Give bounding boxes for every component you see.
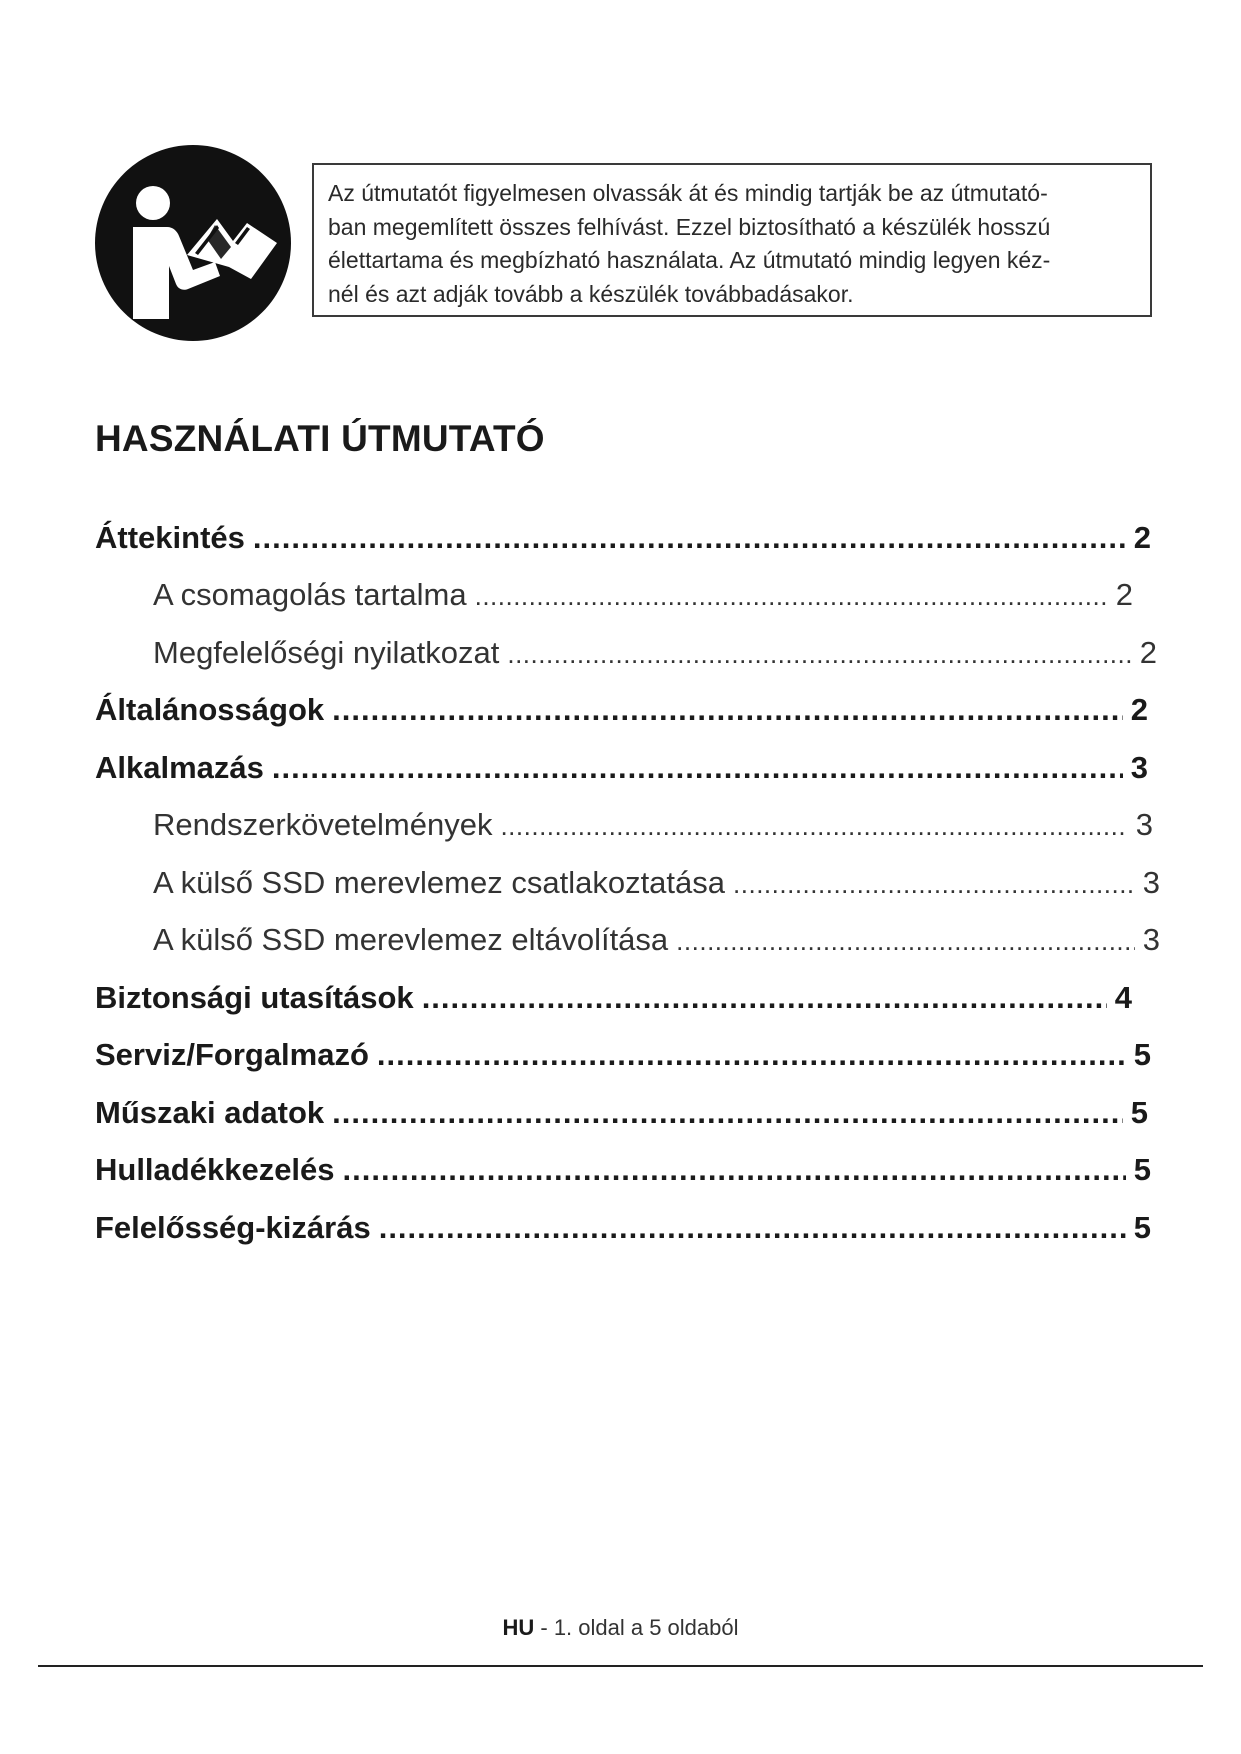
toc-leader-dots	[500, 811, 1127, 842]
toc-entry-title: A külső SSD merevlemez csatlakoztatása	[153, 865, 726, 900]
toc-entry-title: Felelősség-kizárás	[95, 1210, 371, 1245]
toc-leader-dots	[507, 639, 1131, 670]
notice-line: élettartama és megbízható használata. Az útmutató mindig legyen kéz-	[328, 247, 1051, 273]
toc-entry[interactable]	[153, 577, 1133, 625]
toc-entry[interactable]	[95, 1037, 1151, 1085]
toc-entry-title: Általánosságok	[95, 692, 325, 727]
toc-entry-title: A csomagolás tartalma	[153, 577, 467, 612]
toc-entry-title: Áttekintés	[95, 520, 245, 555]
toc-entry[interactable]	[95, 1152, 1151, 1200]
footer-language: HU	[502, 1615, 535, 1640]
toc-entry[interactable]	[153, 922, 1160, 970]
toc-entry-page: 3	[1142, 865, 1160, 900]
toc-entry-page: 5	[1133, 1037, 1151, 1072]
toc-leader-dots	[377, 1037, 1126, 1073]
toc-entry-title: Műszaki adatok	[95, 1095, 325, 1130]
footer-separator: -	[534, 1615, 554, 1640]
toc-entry-title: Hulladékkezelés	[95, 1152, 335, 1187]
notice-line: Az útmutatót figyelmesen olvassák át és mindig tartják be az útmutató-	[328, 180, 1048, 206]
footer-page-number: 1. oldal a 5 oldaból	[553, 1615, 739, 1640]
toc-entry-title: Rendszerkövetelmények	[153, 807, 493, 842]
toc-entry-page: 3	[1130, 750, 1148, 785]
toc-entry-title: Serviz/Forgalmazó	[95, 1037, 369, 1072]
toc-leader-dots	[343, 1152, 1126, 1188]
toc-entry[interactable]	[153, 807, 1153, 855]
toc-entry-page: 5	[1130, 1095, 1148, 1130]
toc-entry-title: Biztonsági utasítások	[95, 980, 414, 1015]
toc-entry-page: 3	[1135, 807, 1153, 842]
notice-box	[312, 163, 1152, 317]
toc-entry[interactable]	[95, 692, 1148, 740]
toc-entry-title: Megfelelőségi nyilatkozat	[153, 635, 500, 670]
notice-line: ban megemlített összes felhívást. Ezzel biztosítható a készülék hosszú	[328, 213, 1051, 240]
notice-line: nél és azt adják tovább a készülék továbbadásakor.	[328, 280, 854, 307]
toc-entry[interactable]	[95, 520, 1151, 568]
toc-entry-page: 2	[1115, 577, 1133, 612]
toc-entry-page: 2	[1130, 692, 1148, 727]
toc-entry[interactable]	[95, 1095, 1148, 1143]
toc-entry[interactable]	[95, 750, 1148, 798]
toc-entry-title: A külső SSD merevlemez eltávolítása	[153, 922, 669, 957]
toc-entry-page: 2	[1139, 635, 1157, 670]
toc-leader-dots	[733, 869, 1135, 900]
read-manual-icon	[95, 145, 291, 341]
toc-entry-page: 5	[1133, 1152, 1151, 1187]
toc-entry-page: 3	[1142, 922, 1160, 957]
page-footer	[0, 1615, 1241, 1641]
toc-entry-page: 2	[1133, 520, 1151, 555]
toc-entry[interactable]	[95, 1210, 1151, 1258]
toc-entry[interactable]	[95, 980, 1132, 1028]
footer-divider	[38, 1665, 1203, 1667]
toc-entry-page: 5	[1133, 1210, 1151, 1245]
page-title: HASZNÁLATI ÚTMUTATÓ	[95, 418, 545, 459]
toc-leader-dots	[475, 581, 1108, 612]
toc-leader-dots	[332, 1095, 1123, 1131]
toc-leader-dots	[676, 926, 1135, 957]
toc-leader-dots	[272, 750, 1123, 786]
toc-entry[interactable]	[153, 865, 1160, 913]
toc-leader-dots	[332, 692, 1123, 728]
toc-leader-dots	[253, 520, 1126, 556]
toc-entry-page: 4	[1114, 980, 1132, 1015]
toc-leader-dots	[422, 980, 1107, 1016]
toc-leader-dots	[379, 1210, 1126, 1246]
toc-entry[interactable]	[153, 635, 1157, 683]
toc-entry-title: Alkalmazás	[95, 750, 264, 785]
